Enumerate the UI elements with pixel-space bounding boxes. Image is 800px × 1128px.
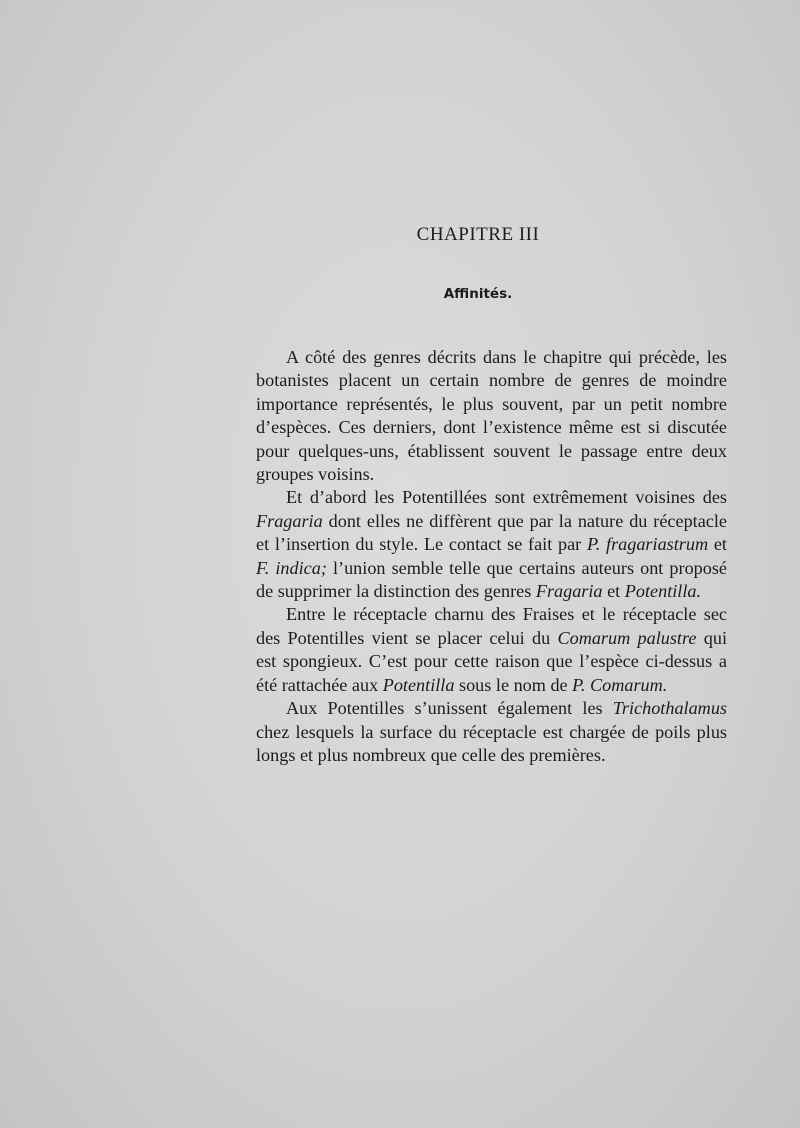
text-run: Entre le réceptacle charnu des Fraises et le réceptacle sec des Potentilles vient se placer celui du bbox=[256, 604, 727, 648]
text-run: chez lesquels la surface du réceptacle est chargée de poils plus longs et plus nombreux que celle des premières. bbox=[256, 721, 727, 765]
paragraph bbox=[256, 346, 727, 486]
italic-text: F. indica; bbox=[256, 557, 327, 578]
section-title: Affinités. bbox=[443, 286, 513, 302]
text-run: Aux Potentilles s’unissent également les bbox=[286, 698, 613, 719]
paragraph bbox=[256, 603, 727, 697]
text-run: sous le nom de bbox=[454, 674, 573, 695]
text-run: l’union semble telle que certains auteurs ont proposé de supprimer la distinction des genres bbox=[256, 557, 728, 602]
text-run: et bbox=[708, 534, 727, 555]
italic-text: Fragaria bbox=[256, 510, 323, 531]
italic-text: Fragaria bbox=[535, 581, 603, 602]
italic-text: Potentilla. bbox=[624, 581, 702, 602]
text-run: dont elles ne diffèrent que par la nature du réceptacle et l’insertion du style. Le contact se fait par bbox=[256, 510, 727, 555]
text-run: qui est spongieux. C’est pour cette raison que l’espèce ci-dessus a été rattachée aux bbox=[256, 627, 727, 695]
italic-text: P. fragariastrum bbox=[586, 534, 709, 555]
italic-text: Potentilla bbox=[382, 674, 455, 695]
italic-text: Trichothalamus bbox=[612, 698, 727, 719]
italic-text: P. Comarum. bbox=[572, 674, 668, 695]
paragraph bbox=[256, 697, 727, 767]
text-run: A côté des genres décrits dans le chapitre qui précède, les botanistes placent un certain nombre de genres de moindre importance représentés, le plus souvent, par un petit nombre d’espèces. Ces derniers, dont l’existence même est si discutée pour quelques-uns, établissent souvent le passage entre deux groupes voisins. bbox=[256, 347, 727, 485]
text-run: Et d’abord les Potentillées sont extrêmement voisines des bbox=[286, 487, 727, 508]
chapter-title: CHAPITRE III bbox=[416, 224, 540, 245]
italic-text: Comarum palustre bbox=[557, 627, 697, 648]
body-text bbox=[256, 346, 727, 767]
text-run: et bbox=[602, 581, 625, 602]
paragraph bbox=[256, 486, 727, 603]
